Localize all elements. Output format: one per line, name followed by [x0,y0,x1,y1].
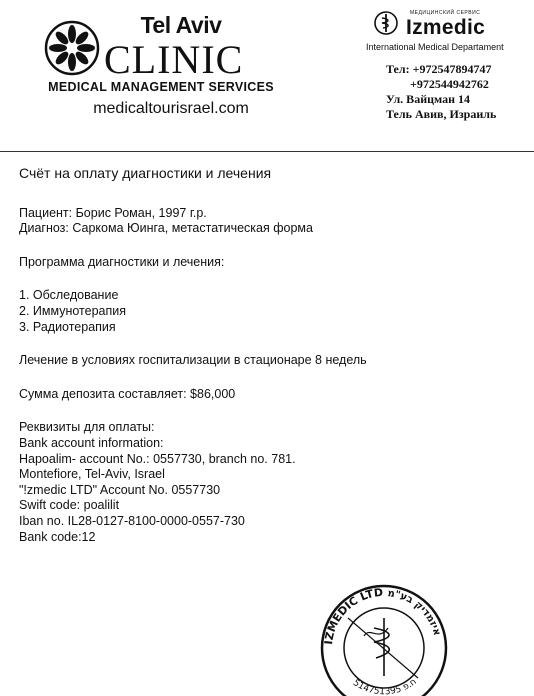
clinic-city: Tel Aviv [140,12,222,38]
phone-2: +972544942762 [410,77,489,91]
clinic-website: medicaltourisrael.com [93,100,249,117]
invoice-body [19,166,519,545]
bank-line: "!zmedic LTD" Account No. 0557730 [19,482,221,497]
header-divider [0,151,534,152]
company-stamp [318,578,450,696]
partner-department: International Medical Departament [366,42,504,52]
partner-name: Izmedic [406,16,486,39]
stamp-text-latin: IZMEDIC LTD [322,585,384,646]
asterisk-flower-icon [44,20,100,76]
city-address: Тель Авив, Израиль [386,107,497,121]
contact-info [386,62,496,122]
svg-text:IZMEDIC LTD [322,586,384,645]
bank-line: Bank code:12 [19,529,96,544]
snake-staff-icon [374,10,398,36]
bank-line: Hapoalim- account No.: 0557730, branch no. 781. [19,451,296,466]
list-item: 1. Обследование [19,288,119,303]
street-address: Ул. Вайцман 14 [386,92,471,106]
hospitalization-line: Лечение в условиях госпитализации в стационаре 8 недель [19,353,367,368]
list-item: 2. Иммунотерапия [19,303,127,318]
stamp-text-hebrew: איזמדיק בע"מ [386,588,443,638]
invoice-title: Счёт на оплату диагностики и лечения [19,165,272,181]
bank-line: Bank account information: [19,435,164,450]
program-heading: Программа диагностики и лечения: [19,254,225,269]
stamp-emblem-icon [348,618,418,678]
deposit-line: Сумма депозита составляет: $86,000 [19,386,236,401]
program-list [19,288,519,335]
payment-heading: Реквизиты для оплаты: [19,420,155,435]
list-item: 3. Радиотерапия [19,319,116,334]
patient-line: Пациент: Борис Роман, 1997 г.р. [19,205,207,220]
stamp-number: 514751395 ח.פ [350,676,419,696]
partner-tagline: МЕДИЦИНСКИЙ СЕРВИС [410,10,481,16]
clinic-name: CLINIC [104,37,244,82]
bank-line: Montefiore, Tel-Aviv, Israel [19,467,165,482]
letterhead [0,0,534,150]
diagnosis-line: Диагноз: Саркома Юинга, метастатическая форма [19,221,313,236]
clinic-subtitle: MEDICAL MANAGEMENT SERVICES [48,80,274,94]
bank-line: Iban no. IL28-0127-8100-0000-0557-730 [19,513,245,528]
bank-line: Swift code: poalilit [19,498,120,513]
phone-1: Тел: +972547894747 [386,62,492,76]
